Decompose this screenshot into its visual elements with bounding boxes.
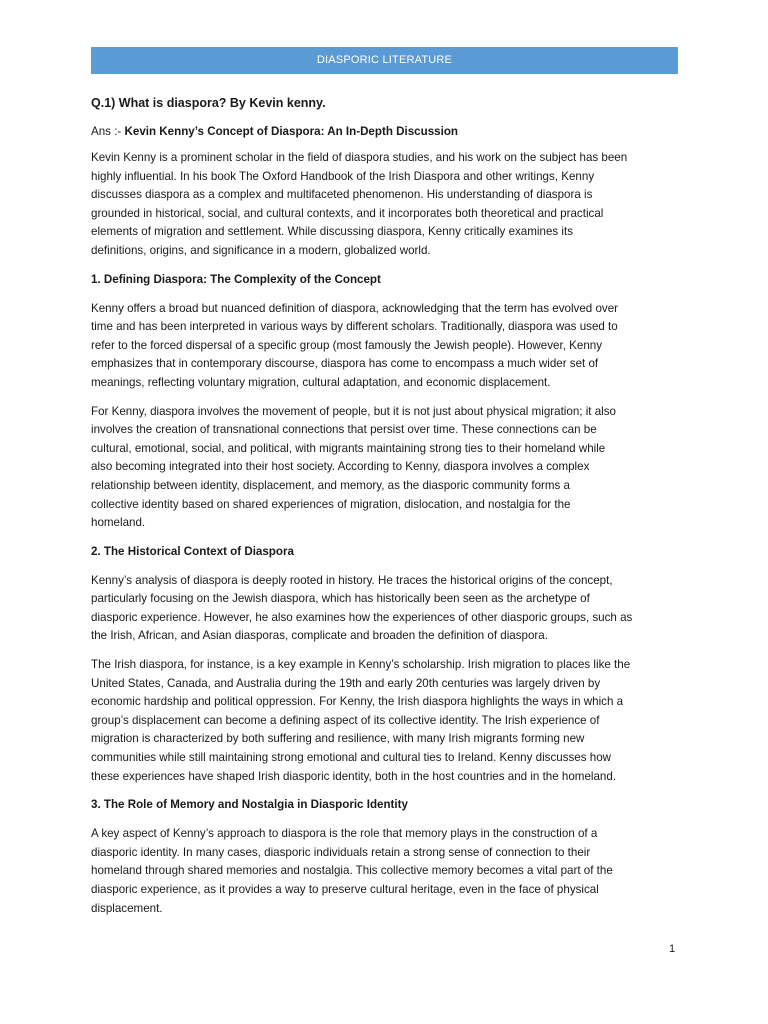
text-line: economic hardship and political oppression. For Kenny, the Irish diaspora highlights the ways in which a: [91, 695, 624, 709]
text-line: cultural, emotional, social, and political, with migrants maintaining strong ties to their homeland while: [91, 441, 606, 455]
text-line: For Kenny, diaspora involves the movement of people, but it is not just about physical migration; it also: [91, 404, 617, 418]
answer-line: [91, 123, 679, 140]
text-line: relationship between identity, displacement, and memory, as the diasporic community forms a: [91, 478, 570, 492]
intro-paragraph: [91, 149, 679, 261]
section-3-paragraph-1: [91, 825, 679, 918]
text-line: communities while still maintaining strong emotional and cultural ties to Ireland. Kenny discusses how: [91, 751, 612, 765]
text-line: homeland through shared memories and nostalgia. This collective memory becomes a vital part of the: [91, 864, 613, 878]
question-heading: Q.1) What is diaspora? By Kevin kenny.: [91, 96, 326, 110]
section-3-heading: 3. The Role of Memory and Nostalgia in Diasporic Identity: [91, 798, 408, 812]
text-line: emphasizes that in contemporary discourse, diaspora has come to encompass a much wider set of: [91, 357, 599, 371]
text-line: Kenny offers a broad but nuanced definition of diaspora, acknowledging that the term has evolved over: [91, 301, 619, 315]
text-line: diasporic identity. In many cases, diasporic individuals retain a strong sense of connection to their: [91, 845, 591, 859]
section-2-paragraph-2: [91, 656, 679, 786]
text-line: time and has been interpreted in various ways by different scholars. Traditionally, diaspora was used to: [91, 320, 618, 334]
document-body: [91, 94, 679, 928]
section-1-paragraph-1: [91, 300, 679, 393]
text-line: homeland.: [91, 516, 146, 530]
text-line: A key aspect of Kenny’s approach to diaspora is the role that memory plays in the construction of a: [91, 827, 598, 841]
text-line: definitions, origins, and significance in a modern, globalized world.: [91, 243, 431, 257]
text-line: The Irish diaspora, for instance, is a key example in Kenny’s scholarship. Irish migration to places like the: [91, 658, 631, 672]
text-line: these experiences have shaped Irish diasporic identity, both in the host countries and in the homeland.: [91, 769, 617, 783]
text-line: Kevin Kenny is a prominent scholar in the field of diaspora studies, and his work on the subject has been: [91, 151, 628, 164]
text-line: migration is characterized by both suffering and resilience, with many Irish migrants forming new: [91, 732, 585, 746]
text-line: discusses diaspora as a complex and multifaceted phenomenon. His understanding of diaspora is: [91, 188, 593, 202]
text-line: meanings, reflecting voluntary migration, cultural adaptation, and economic displacement.: [91, 375, 551, 389]
section-1-heading: 1. Defining Diaspora: The Complexity of the Concept: [91, 272, 381, 286]
text-line: grounded in historical, social, and cultural contexts, and it incorporates both theoretical and practical: [91, 206, 604, 220]
answer-prefix: Ans :-: [91, 125, 125, 138]
text-line: elements of migration and settlement. While discussing diaspora, Kenny critically examines its: [91, 225, 574, 239]
text-line: diasporic experience. However, he also examines how the experiences of other diasporic groups, such as: [91, 610, 633, 624]
section-1-paragraph-2: [91, 403, 679, 533]
text-line: displacement.: [91, 901, 163, 915]
text-line: collective identity based on shared experiences of migration, dislocation, and nostalgia for the: [91, 497, 571, 511]
text-line: United States, Canada, and Australia during the 19th and early 20th centuries was largely driven by: [91, 676, 601, 690]
section-2-heading: 2. The Historical Context of Diaspora: [91, 544, 294, 558]
text-line: particularly focusing on the Jewish diaspora, which has historically been seen as the archetype of: [91, 592, 590, 606]
text-line: refer to the forced dispersal of a specific group (most famously the Jewish people). However, Kenny: [91, 338, 603, 352]
text-line: Kenny’s analysis of diaspora is deeply rooted in history. He traces the historical origins of the concept,: [91, 573, 613, 587]
document-title-banner: DIASPORIC LITERATURE: [91, 47, 678, 74]
text-line: group’s displacement can become a defining aspect of its collective identity. The Irish experience of: [91, 713, 600, 727]
text-line: also becoming integrated into their host society. According to Kenny, diaspora involves a complex: [91, 460, 590, 474]
answer-title: Kevin Kenny’s Concept of Diaspora: An In-Depth Discussion: [124, 125, 458, 138]
text-line: the Irish, African, and Asian diasporas, complicate and broaden the definition of diaspora.: [91, 629, 548, 643]
text-line: diasporic experience, as it provides a way to preserve cultural heritage, even in the face of physical: [91, 883, 599, 896]
text-line: involves the creation of transnational connections that persist over time. These connections can be: [91, 423, 597, 437]
section-2-paragraph-1: [91, 572, 679, 646]
page-number: 1: [669, 943, 676, 955]
text-line: highly influential. In his book The Oxford Handbook of the Irish Diaspora and other writings, Kenny: [91, 169, 595, 183]
